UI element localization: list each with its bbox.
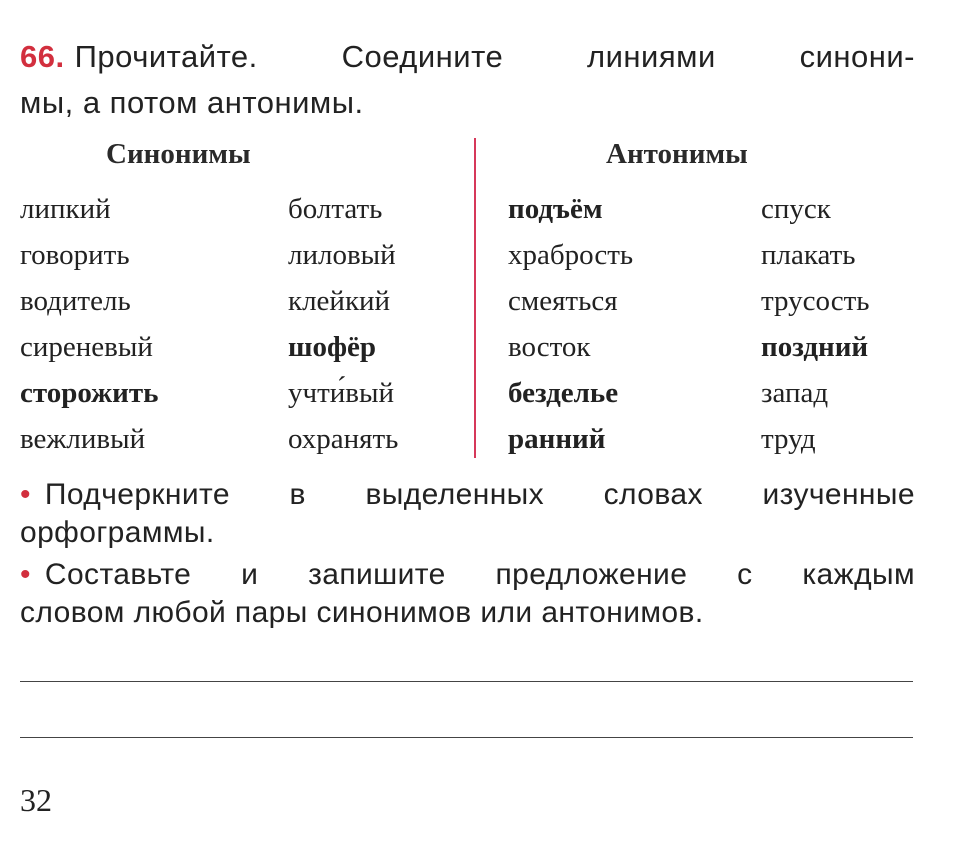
synonyms-right-column bbox=[288, 186, 398, 462]
synonyms-left-column bbox=[20, 186, 158, 462]
bullet-marker: • bbox=[20, 478, 31, 511]
bullet-word: Составьте bbox=[44, 558, 192, 591]
bullet-first-chunk bbox=[20, 556, 191, 594]
word-item: болтать bbox=[288, 193, 383, 225]
task-number: 66. bbox=[20, 39, 65, 74]
word-item: лиловый bbox=[288, 239, 396, 271]
bullet-word: изученные bbox=[762, 478, 915, 511]
word-item: говорить bbox=[20, 239, 130, 271]
task-word: синони- bbox=[799, 39, 915, 74]
word-item: спуск bbox=[761, 193, 831, 225]
bullet-item bbox=[20, 476, 915, 552]
antonyms-right-column bbox=[761, 186, 870, 462]
column-divider bbox=[474, 138, 476, 458]
writing-line[interactable] bbox=[20, 681, 913, 682]
word-item: трусость bbox=[761, 285, 870, 317]
word-item: сиреневый bbox=[20, 331, 153, 363]
task-word: Соедините bbox=[341, 39, 504, 74]
word-item: запад bbox=[761, 377, 829, 409]
word-item: храбрость bbox=[508, 239, 634, 271]
word-item: липкий bbox=[20, 193, 111, 225]
task-instruction bbox=[20, 34, 915, 126]
bullet-line-1 bbox=[20, 476, 915, 514]
bullet-first-chunk bbox=[20, 476, 230, 514]
word-item: охранять bbox=[288, 423, 399, 455]
bullet-word: предложение bbox=[495, 558, 688, 591]
antonyms-heading: Антонимы bbox=[606, 138, 748, 170]
bullet-word: Подчеркните bbox=[44, 478, 230, 511]
word-item: клейкий bbox=[288, 285, 391, 317]
word-item: плакать bbox=[761, 239, 856, 271]
word-item: смеяться bbox=[508, 285, 618, 317]
task-instruction-line-1 bbox=[20, 34, 915, 80]
task-first-chunk bbox=[20, 34, 258, 80]
writing-line[interactable] bbox=[20, 737, 913, 738]
bullet-line-2: словом любой пары синонимов или антонимов. bbox=[20, 596, 704, 629]
bullet-line-1 bbox=[20, 556, 915, 594]
bullet-word: с bbox=[737, 558, 753, 591]
word-item: подъём bbox=[508, 193, 603, 225]
task-instruction-line-2: мы, а потом антонимы. bbox=[20, 85, 364, 120]
page-number: 32 bbox=[20, 782, 52, 818]
bullet-word: каждым bbox=[802, 558, 915, 591]
word-item: водитель bbox=[20, 285, 131, 317]
word-item: шофёр bbox=[288, 331, 377, 363]
bullet-word: запишите bbox=[308, 558, 446, 591]
task-word: Прочитайте. bbox=[74, 39, 258, 74]
antonyms-left-column bbox=[508, 186, 633, 462]
word-item: учти́вый bbox=[288, 377, 394, 409]
bullet-word: в bbox=[289, 478, 306, 511]
bullet-word: и bbox=[241, 558, 259, 591]
word-item: ранний bbox=[508, 423, 606, 455]
word-item: сторожить bbox=[20, 377, 159, 409]
bullet-item bbox=[20, 556, 915, 632]
word-item: восток bbox=[508, 331, 591, 363]
word-item: поздний bbox=[761, 331, 869, 363]
task-word: линиями bbox=[587, 39, 716, 74]
bullet-line-2: орфограммы. bbox=[20, 516, 215, 549]
word-item: труд bbox=[761, 423, 816, 455]
word-item: вежливый bbox=[20, 423, 146, 455]
bullet-word: словах bbox=[603, 478, 703, 511]
synonyms-heading: Синонимы bbox=[106, 138, 251, 170]
additional-tasks bbox=[20, 476, 915, 636]
word-item: безделье bbox=[508, 377, 619, 409]
bullet-word: выделенных bbox=[365, 478, 545, 511]
bullet-marker: • bbox=[20, 558, 31, 591]
